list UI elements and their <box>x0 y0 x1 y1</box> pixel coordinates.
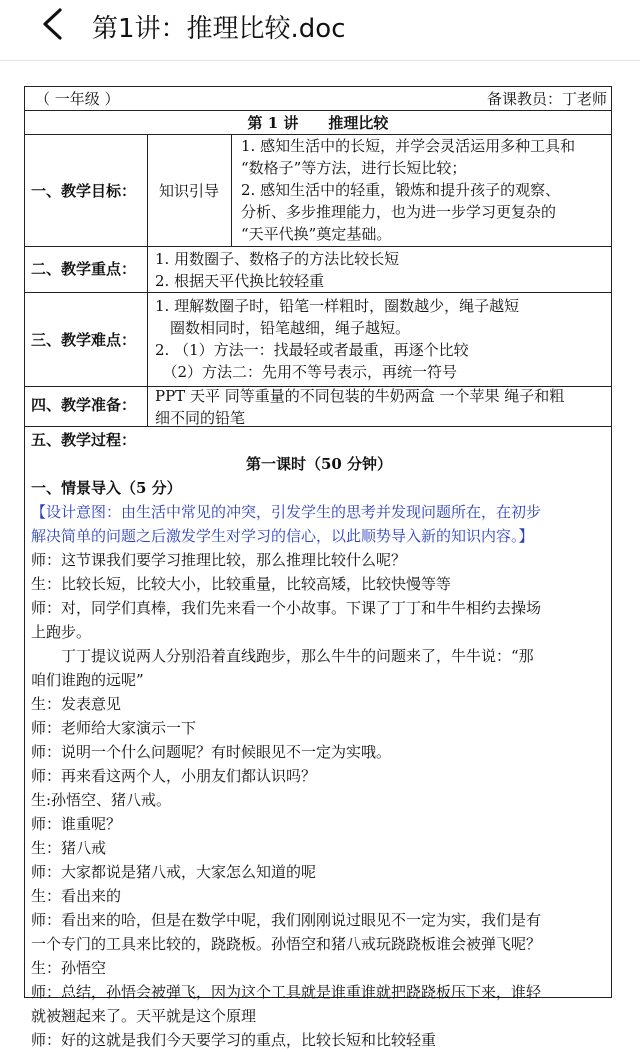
intro-heading <box>31 476 607 500</box>
back-arrow-icon[interactable] <box>38 8 68 40</box>
dialogue-line: 师：说明一个什么问题呢？有时候眼见不一定为实哦。 <box>31 743 392 761</box>
goals-line: “数格子”等方法，进行长短比较； <box>241 159 467 177</box>
grade-label: （ 一年级 ） <box>35 90 120 108</box>
difficulties-line: 圈数相同时，铅笔越细，绳子越短。 <box>155 319 411 337</box>
intro-heading-text: 一、情景导入（5 分） <box>31 479 182 497</box>
difficulties-content <box>155 295 519 383</box>
key-points-label: 二、教学重点： <box>31 260 137 278</box>
preparation-line: 细不同的铅笔 <box>155 409 246 427</box>
dialogue-line: 师：谁重呢？ <box>31 815 122 833</box>
dialogue-line: 丁丁提议说两人分别沿着直线跑步，那么牛牛的问题来了，牛牛说：“那 <box>31 647 534 665</box>
dialogue-line: 就被翘起来了。天平就是这个原理 <box>31 1007 257 1025</box>
dialogue-line: 师：老师给大家演示一下 <box>31 719 197 737</box>
dialogue-line: 生:孙悟空、猪八戒。 <box>31 791 172 809</box>
difficulties-line: 1. 理解数圈子时，铅笔一样粗时，圈数越少，绳子越短 <box>155 297 520 315</box>
goals-line: “天平代换”奠定基础。 <box>241 225 392 243</box>
dialogue-line: 师：对，同学们真棒，我们先来看一个小故事。下课了丁丁和牛牛相约去操场 <box>31 599 542 617</box>
lesson-title-row <box>25 111 611 135</box>
difficulties-row <box>25 293 611 387</box>
key-points-row <box>25 247 611 293</box>
dialogue-line: 师：大家都说是猪八戒，大家怎么知道的呢 <box>31 863 317 881</box>
dialogue-line: 师：好的这就是我们今天要学习的重点，比较长短和比较轻重 <box>31 1031 437 1049</box>
top-bar <box>0 0 640 50</box>
key-points-content <box>155 248 399 292</box>
dialogue-line: 咱们谁跑的远呢” <box>31 671 144 689</box>
goals-label: 一、教学目标： <box>31 182 137 200</box>
dialogue-line: 师：总结，孙悟会被弹飞，因为这个工具就是谁重谁就把跷跷板压下来，谁轻 <box>31 983 542 1001</box>
process-label: 五、教学过程： <box>31 431 137 449</box>
difficulties-line: 2. （1）方法一：找最轻或者最重，再逐个比较 <box>155 341 469 359</box>
preparation-label: 四、教学准备： <box>31 396 137 414</box>
header-divider <box>0 60 640 61</box>
goals-line: 分析、多步推理能力，也为进一步学习更复杂的 <box>241 203 557 221</box>
dialogue-line: 师：再来看这两个人，小朋友们都认识吗？ <box>31 767 317 785</box>
lesson-plan-document[interactable] <box>24 86 612 1049</box>
dialogue-line: 生：猪八戒 <box>31 839 107 857</box>
dialogue-line: 生：孙悟空 <box>31 959 107 977</box>
dialogue-line: 一个专门的工具来比较的，跷跷板。孙悟空和猪八戒玩跷跷板谁会被弹飞呢？ <box>31 935 542 953</box>
preparation-line: PPT 天平 同等重量的不同包装的牛奶两盒 一个苹果 绳子和粗 <box>155 387 565 405</box>
difficulties-line: （2）方法二：先用不等号表示，再统一符号 <box>155 363 458 381</box>
dialogue-line: 生：看出来的 <box>31 887 122 905</box>
goals-row <box>25 135 611 247</box>
key-points-line: 1. 用数圈子、数格子的方法比较长短 <box>155 250 400 268</box>
goals-content <box>241 135 575 245</box>
teacher-label: 备课教员：丁老师 <box>486 90 607 108</box>
preparation-content <box>155 385 564 429</box>
dialogue-line: 上跑步。 <box>31 623 92 641</box>
key-points-line: 2. 根据天平代换比较轻重 <box>155 272 325 290</box>
preparation-row <box>25 387 611 427</box>
goals-line: 1. 感知生活中的长短，并学会灵活运用多种工具和 <box>241 137 576 155</box>
dialogue-line: 生：发表意见 <box>31 695 122 713</box>
lesson-title: 第 1 讲 推理比较 <box>247 114 389 132</box>
design-intent-line: 【设计意图：由生活中常见的冲突，引发学生的思考并发现问题所在，在初步 <box>31 503 542 521</box>
grade-row <box>25 87 611 111</box>
dialogue-line: 生：比较长短，比较大小，比较重量，比较高矮，比较快慢等等 <box>31 575 452 593</box>
dialogue-list <box>31 548 607 1052</box>
goals-sublabel: 知识引导 <box>159 182 220 200</box>
dialogue-line: 师：这节课我们要学习推理比较，那么推理比较什么呢？ <box>31 551 407 569</box>
difficulties-label: 三、教学难点： <box>31 331 137 349</box>
process-section <box>31 428 607 1052</box>
document-title: 第1讲：推理比较.doc <box>92 14 346 44</box>
design-intent-line: 解决简单的问题之后激发学生对学习的信心，以此顺势导入新的知识内容。】 <box>31 527 534 545</box>
goals-line: 2. 感知生活中的轻重，锻炼和提升孩子的观察、 <box>241 181 561 199</box>
session-heading: 第一课时（50 分钟） <box>245 455 393 473</box>
dialogue-line: 师：看出来的哈，但是在数学中呢，我们刚刚说过眼见不一定为实，我们是有 <box>31 911 542 929</box>
